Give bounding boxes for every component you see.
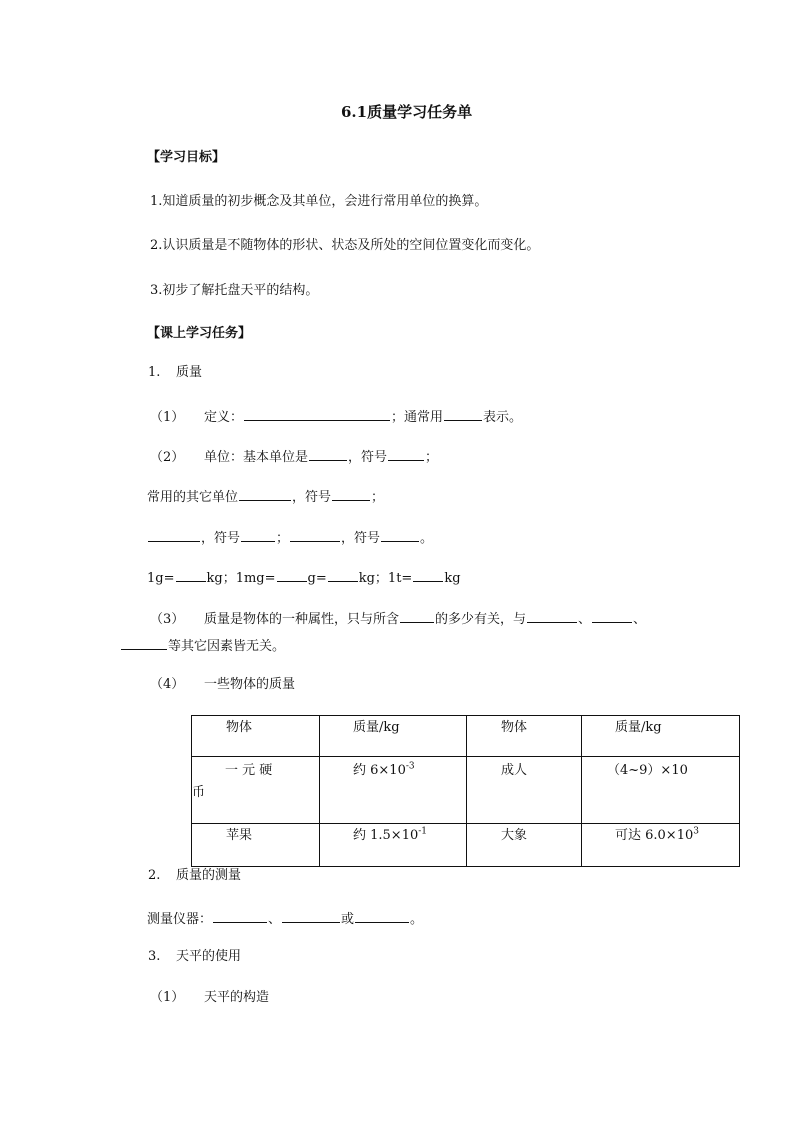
question-3-1-heading: （1） 天平的构造 xyxy=(150,990,270,1005)
question-number: （3） xyxy=(150,612,185,627)
table-cell-object: 成人 xyxy=(467,757,582,824)
item-number: 2. xyxy=(148,868,161,883)
item-number: 1. xyxy=(148,365,161,380)
question-3-continuation: 等其它因素皆无关。 xyxy=(120,636,285,655)
fill-blank[interactable] xyxy=(355,909,409,923)
item-3-heading xyxy=(148,949,241,965)
table-cell-object: 一 元 硬 币 xyxy=(192,757,320,824)
question-2-unit: （2） 单位：基本单位是 ，符号 ； xyxy=(150,447,438,466)
fill-blank[interactable] xyxy=(381,528,419,542)
table-cell-mass: 约 $1.5\times 10^{-1}$ xyxy=(320,824,467,867)
common-units-line: 常用的其它单位 ，符号 ； xyxy=(147,487,384,506)
table-cell-object: 苹果 xyxy=(192,824,320,867)
fill-blank[interactable] xyxy=(213,909,267,923)
question-number: （1） xyxy=(150,990,185,1005)
fill-blank[interactable] xyxy=(148,528,200,542)
fill-blank[interactable] xyxy=(282,909,340,923)
fill-blank[interactable] xyxy=(121,636,167,650)
item-text: 天平的使用 xyxy=(176,949,242,964)
fill-blank[interactable] xyxy=(527,609,577,623)
fill-blank[interactable] xyxy=(444,407,482,421)
question-1-definition: （1） 定义： ；通常用 表示。 xyxy=(150,407,522,426)
fill-blank[interactable] xyxy=(176,568,206,582)
item-text: 质量 xyxy=(176,365,203,380)
table-header-row xyxy=(192,716,740,757)
question-4-heading: （4） 一些物体的质量 xyxy=(150,677,296,692)
question-3-property: （3） 质量是物体的一种属性，只与所含 的多少有关，与 、 、 xyxy=(150,609,646,628)
fill-blank[interactable] xyxy=(332,487,370,501)
fill-blank[interactable] xyxy=(239,487,291,501)
unit-conversion-line: 1g= kg；1mg= g= kg；1t= kg xyxy=(147,568,461,587)
table-header-cell: 物体 xyxy=(192,716,320,757)
item-number: 3. xyxy=(148,949,161,964)
units-symbols-line: ，符号 ； ，符号 。 xyxy=(147,528,433,547)
goal-item-1: 1.知道质量的初步概念及其单位，会进行常用单位的换算。 xyxy=(150,194,488,209)
fill-blank[interactable] xyxy=(277,568,307,582)
fill-blank[interactable] xyxy=(309,447,347,461)
section-heading-tasks: 【课上学习任务】 xyxy=(147,326,252,341)
table-cell-mass: 可达 $6.0\times 10^3$ xyxy=(582,824,740,867)
goal-item-2: 2.认识质量是不随物体的形状、状态及所处的空间位置变化而变化。 xyxy=(150,238,540,253)
table-header-cell: 质量/kg xyxy=(582,716,740,757)
fill-blank[interactable] xyxy=(388,447,424,461)
table-cell-object: 大象 xyxy=(467,824,582,867)
fill-blank[interactable] xyxy=(290,528,340,542)
fill-blank[interactable] xyxy=(413,568,443,582)
table-header-cell: 物体 xyxy=(467,716,582,757)
table-cell-mass: （4~9）×10 xyxy=(582,757,740,824)
mass-table xyxy=(191,715,740,867)
table-row xyxy=(192,757,740,824)
page-title: 6.1质量学习任务单 xyxy=(341,103,473,121)
fill-blank[interactable] xyxy=(241,528,275,542)
section-heading-goals: 【学习目标】 xyxy=(147,150,226,165)
fill-blank[interactable] xyxy=(328,568,358,582)
goal-item-3: 3.初步了解托盘天平的结构。 xyxy=(150,283,319,298)
item-text: 质量的测量 xyxy=(176,868,242,883)
table-row xyxy=(192,824,740,867)
fill-blank[interactable] xyxy=(400,609,434,623)
question-number: （1） xyxy=(150,410,185,425)
question-number: （4） xyxy=(150,677,185,692)
fill-blank[interactable] xyxy=(244,407,390,421)
item-2-heading xyxy=(148,868,241,884)
measuring-instruments-line: 测量仪器： 、 或 。 xyxy=(147,909,423,928)
table-header-cell: 质量/kg xyxy=(320,716,467,757)
question-number: （2） xyxy=(150,450,185,465)
table-cell-mass: 约 $6\times 10^{-3}$ xyxy=(320,757,467,824)
item-1-heading xyxy=(148,365,202,381)
fill-blank[interactable] xyxy=(592,609,632,623)
